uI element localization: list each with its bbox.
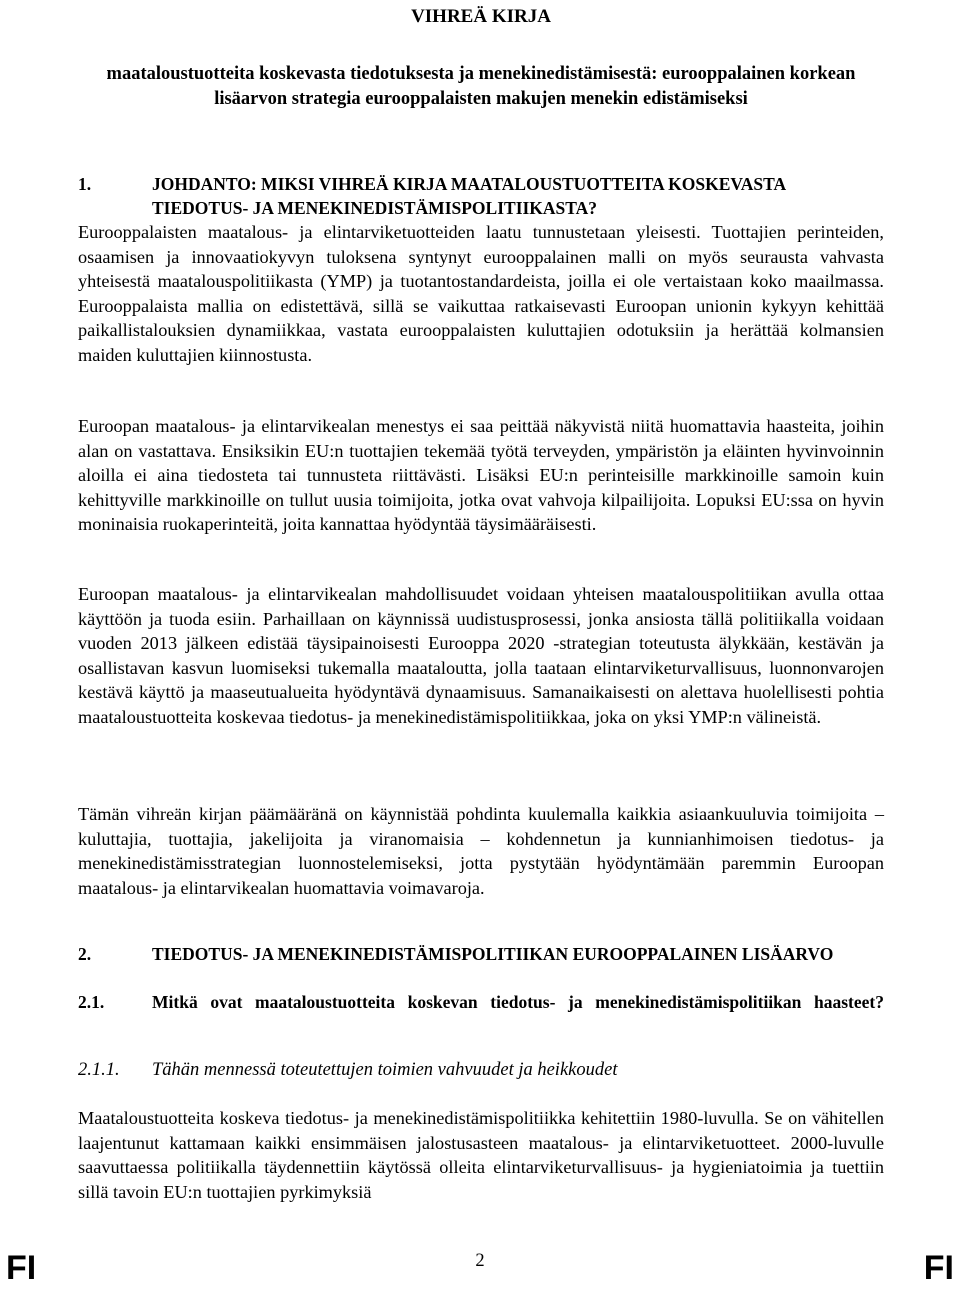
document-page bbox=[78, 0, 884, 1293]
section-2-number: 2. bbox=[78, 944, 92, 964]
section-2-heading bbox=[78, 942, 884, 966]
paragraph-aim: Tämän vihreän kirjan päämääränä on käynnistää pohdinta kuulemalla kaikkia asiaankuuluvia toimijoita – kuluttajia, tuottajia, jakelijoita ja viranomaisia – kohdennetun ja kunnianhimoisen tiedotus- ja menekinedistämisstrategian luonnostelemiseksi, jotta pystytään hyödyntämään paremmin Euroopan maatalous- ja elintarvikealan huomattavia voimavaroja. bbox=[78, 804, 884, 898]
document-title: VIHREÄ KIRJA bbox=[411, 6, 551, 27]
section-2-1-1-title: Tähän mennessä toteutettujen toimien vahvuudet ja heikkoudet bbox=[152, 1060, 618, 1080]
section-2-1-heading bbox=[78, 990, 884, 1014]
section-2-1-1-heading bbox=[78, 1058, 884, 1082]
section-1-heading bbox=[78, 172, 884, 220]
paragraph-quality: Eurooppalaisten maatalous- ja elintarviketuotteiden laatu tunnustetaan yleisesti. Tuottajien perinteiden, osaamisen ja innovaatiokyvyn tuloksena syntynyt eurooppalainen malli on myös seurausta vahvasta yhteisestä maatalouspolitiikasta (YMP) ja tuotantostandardeista, joilla ei ole vertaistaan koko maailmassa. Eurooppalaista mallia on edistettävä, sillä se vaikuttaa ratkaisevasti Euroopan unionin kykyyn kehittää paikallistalouksien dynamiikkaa, vastata eurooppalaisten kuluttajien odotuksiin ja herättää kolmansien maiden kuluttajien kiinnostusta. bbox=[78, 222, 884, 365]
paragraph-history: Maataloustuotteita koskeva tiedotus- ja menekinedistämispolitiikka kehitettiin 1980-luvulla. Se on vähitellen laajentunut kattamaan kaikki ensimmäisen jalostusasteen maatalous- ja elintarviketuotteet. 2000-luvulle saavuttaessa politiikalla täydennettiin käytössä olleita elintarviketurvallisuus- ja hygieniatoimia ja tuettiin sillä tavoin EU:n tuottajien pyrkimyksiä bbox=[78, 1108, 884, 1202]
section-2-1-title: Mitkä ovat maataloustuotteita koskevan tiedotus- ja menekinedistämispolitiikan haasteet? bbox=[152, 992, 884, 1012]
section-2-title: TIEDOTUS- JA MENEKINEDISTÄMISPOLITIIKAN EUROOPPALAINEN LISÄARVO bbox=[152, 944, 834, 964]
document-subtitle: maataloustuotteita koskevasta tiedotuksesta ja menekinedistämisestä: eurooppalainen korkean lisäarvon strategia eurooppalaisten makujen menekin edistämiseksi bbox=[106, 64, 856, 109]
paragraph-challenges: Euroopan maatalous- ja elintarvikealan menestys ei saa peittää näkyvistä niitä huomattavia haasteita, joihin alan on vastattava. Ensiksikin EU:n tuottajien tekemää työtä terveyden, ympäristön ja eläinten hyvinvoinnin aloilla ei aina tiedosteta tai tunnusteta riittävästi. Lisäksi EU:n perinteisille markkinoille samoin kuin kehittyville markkinoille on tullut uusia toimijoita, jotka ovat vahvoja kilpailijoita. Lopuksi EU:ssa on hyvin moninaisia ruokaperinteitä, joita kannattaa hyödyntää täysimääräisesti. bbox=[78, 416, 884, 535]
paragraph-opportunities: Euroopan maatalous- ja elintarvikealan mahdollisuudet voidaan yhteisen maatalouspolitiikan avulla ottaa käyttöön ja tuoda esiin. Parhaillaan on käynnissä uudistusprosessi, jonka ansiosta tällä politiikalla voidaan vuoden 2013 jälkeen edistää täysipainoisesti Eurooppa 2020 -strategian toteutusta älykkään, kestävän ja osallistavan kasvun luomiseksi tukemalla maataloutta, jolla taataan elintarviketurvallisuus, luonnonvarojen kestävä käyttö ja maaseutualueita hyödyntävä dynaamisuus. Samanaikaisesti on alettava huolellisesti pohtia maataloustuotteita koskevaa tiedotus- ja menekinedistämispolitiikkaa, joka on yksi YMP:n välineistä. bbox=[78, 584, 884, 727]
section-2-1-number: 2.1. bbox=[78, 992, 105, 1012]
section-1-number: 1. bbox=[78, 174, 92, 194]
footer-language-code-left: FI bbox=[6, 1249, 37, 1287]
footer-language-code-right: FI bbox=[923, 1249, 954, 1287]
page-number: 2 bbox=[475, 1251, 485, 1271]
section-2-1-1-number: 2.1.1. bbox=[78, 1060, 120, 1080]
section-1-title: JOHDANTO: MIKSI VIHREÄ KIRJA MAATALOUSTUOTTEITA KOSKEVASTA TIEDOTUS- JA MENEKINEDISTÄMISPOLITIIKASTA? bbox=[152, 174, 786, 218]
